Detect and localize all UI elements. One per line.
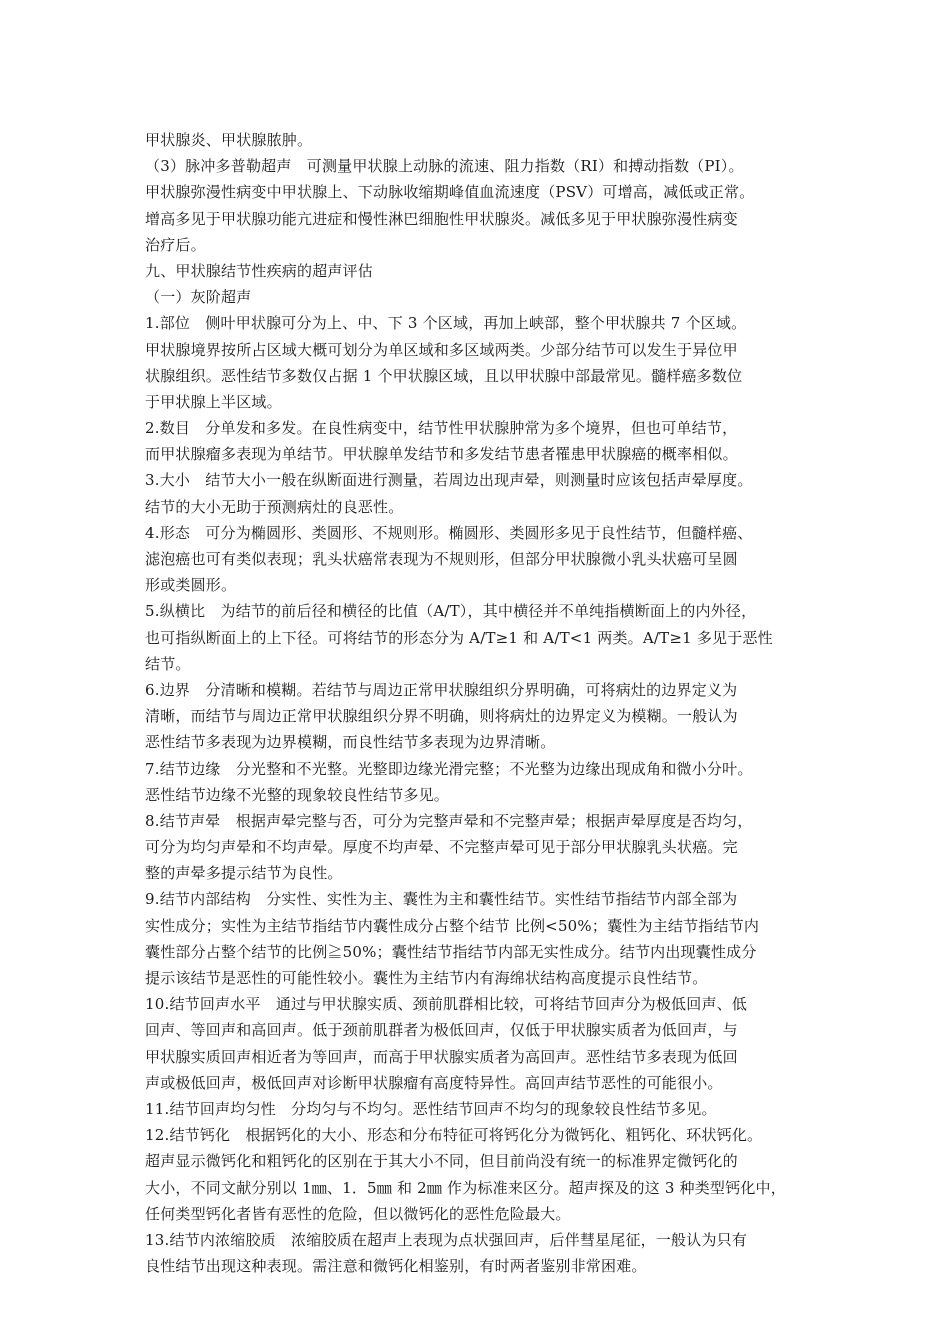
text-line: 整的声晕多提示结节为良性。	[145, 864, 343, 883]
text-line: 治疗后。	[145, 235, 206, 254]
text-line: 清晰，而结节与周边正常甲状腺组织分界不明确，则将病灶的边界定义为模糊。一般认为	[145, 707, 738, 726]
text-line: 超声显示微钙化和粗钙化的区别在于其大小不同，但目前尚没有统一的标准界定微钙化的	[145, 1152, 738, 1171]
text-line: 9.结节内部结构 分实性、实性为主、囊性为主和囊性结节。实性结节指结节内部全部为	[145, 890, 738, 909]
text-line: 状腺组织。恶性结节多数仅占据 1 个甲状腺区域，且以甲状腺中部最常见。髓样癌多数位	[145, 366, 743, 385]
text-line: 5.纵横比 为结节的前后径和横径的比值（A/T），其中横径并不单纯指横断面上的内外径，	[145, 602, 757, 621]
text-line: 九、甲状腺结节性疾病的超声评估	[145, 261, 374, 280]
text-line: 回声、等回声和高回声。低于颈前肌群者为极低回声，仅低于甲状腺实质者为低回声，与	[145, 1021, 738, 1040]
text-line: 也可指纵断面上的上下径。可将结节的形态分为 A/T≥1 和 A/T<1 两类。A/T≥1 多见于恶性	[145, 628, 773, 647]
text-line: 结节。	[145, 654, 191, 673]
text-line: 7.结节边缘 分光整和不光整。光整即边缘光滑完整；不光整为边缘出现成角和微小分叶。	[145, 759, 753, 778]
text-line: 甲状腺境界按所占区域大概可划分为单区域和多区域两类。少部分结节可以发生于异位甲	[145, 340, 738, 359]
text-line: 声或极低回声，极低回声对诊断甲状腺瘤有高度特异性。高回声结节恶性的可能很小。	[145, 1073, 723, 1092]
text-line: 可分为均匀声晕和不均声晕。厚度不均声晕、不完整声晕可见于部分甲状腺乳头状癌。完	[145, 838, 738, 857]
text-line: 甲状腺实质回声相近者为等回声，而高于甲状腺实质者为高回声。恶性结节多表现为低回	[145, 1047, 738, 1066]
text-line: 2.数目 分单发和多发。在良性病变中，结节性甲状腺肿常为多个境界，但也可单结节，	[145, 419, 738, 438]
text-line: 4.形态 可分为椭圆形、类圆形、不规则形。椭圆形、类圆形多见于良性结节，但髓样癌、	[145, 523, 753, 542]
text-line: （3）脉冲多普勒超声 可测量甲状腺上动脉的流速、阻力指数（RI）和搏动指数（PI）。	[145, 157, 744, 176]
text-line: 8.结节声晕 根据声晕完整与否，可分为完整声晕和不完整声晕；根据声晕厚度是否均匀，	[145, 811, 753, 830]
text-line: 形或类圆形。	[145, 576, 237, 595]
text-line: 而甲状腺瘤多表现为单结节。甲状腺单发结节和多发结节患者罹患甲状腺癌的概率相似。	[145, 445, 738, 464]
text-line: 于甲状腺上半区域。	[145, 392, 282, 411]
text-line: 大小，不同文献分别以 1㎜、1．5㎜ 和 2㎜ 作为标准来区分。超声探及的这 3 种类型钙化中，	[145, 1178, 786, 1197]
text-line: 增高多见于甲状腺功能亢进症和慢性淋巴细胞性甲状腺炎。减低多见于甲状腺弥漫性病变	[145, 209, 738, 228]
text-line: 囊性部分占整个结节的比例≧50%；囊性结节指结节内部无实性成分。结节内出现囊性成分	[145, 942, 757, 961]
text-line: 任何类型钙化者皆有恶性的危险，但以微钙化的恶性危险最大。	[145, 1204, 571, 1223]
text-line: 12.结节钙化 根据钙化的大小、形态和分布特征可将钙化分为微钙化、粗钙化、环状钙化。	[145, 1126, 763, 1145]
text-line: 3.大小 结节大小一般在纵断面进行测量，若周边出现声晕，则测量时应该包括声晕厚度。	[145, 471, 753, 490]
text-line: 滤泡癌也可有类似表现；乳头状癌常表现为不规则形，但部分甲状腺微小乳头状癌可呈圆	[145, 550, 738, 568]
text-line: 实性成分；实性为主结节指结节内囊性成分占整个结节 比例<50%；囊性为主结节指结节内	[145, 916, 760, 935]
text-line: 恶性结节边缘不光整的现象较良性结节多见。	[145, 785, 450, 804]
text-line: 结节的大小无助于预测病灶的良恶性。	[145, 497, 404, 516]
text-line: 恶性结节多表现为边界模糊，而良性结节多表现为边界清晰。	[145, 733, 556, 752]
text-line: 10.结节回声水平 通过与甲状腺实质、颈前肌群相比较，可将结节回声分为极低回声、低	[145, 995, 748, 1014]
text-line: 提示该结节是恶性的可能性较小。囊性为主结节内有海绵状结构高度提示良性结节。	[145, 969, 708, 987]
text-line: 甲状腺弥漫性病变中甲状腺上、下动脉收缩期峰值血流速度（PSV）可增高，减低或正常。	[145, 183, 755, 202]
text-line: 13.结节内浓缩胶质 浓缩胶质在超声上表现为点状强回声，后伴彗星尾征，一般认为只有	[145, 1230, 748, 1249]
text-line: 6.边界 分清晰和模糊。若结节与周边正常甲状腺组织分界明确，可将病灶的边界定义为	[145, 680, 738, 699]
text-line: 良性结节出现这种表现。需注意和微钙化相鉴别，有时两者鉴别非常困难。	[145, 1257, 647, 1276]
document-body	[145, 127, 817, 1279]
text-line: （一）灰阶超声	[145, 288, 252, 307]
text-line: 甲状腺炎、甲状腺脓肿。	[145, 131, 313, 149]
text-line: 1.部位 侧叶甲状腺可分为上、中、下 3 个区域，再加上峡部，整个甲状腺共 7 个区域。	[145, 314, 747, 333]
text-line: 11.结节回声均匀性 分均匀与不均匀。恶性结节回声不均匀的现象较良性结节多见。	[145, 1099, 717, 1118]
